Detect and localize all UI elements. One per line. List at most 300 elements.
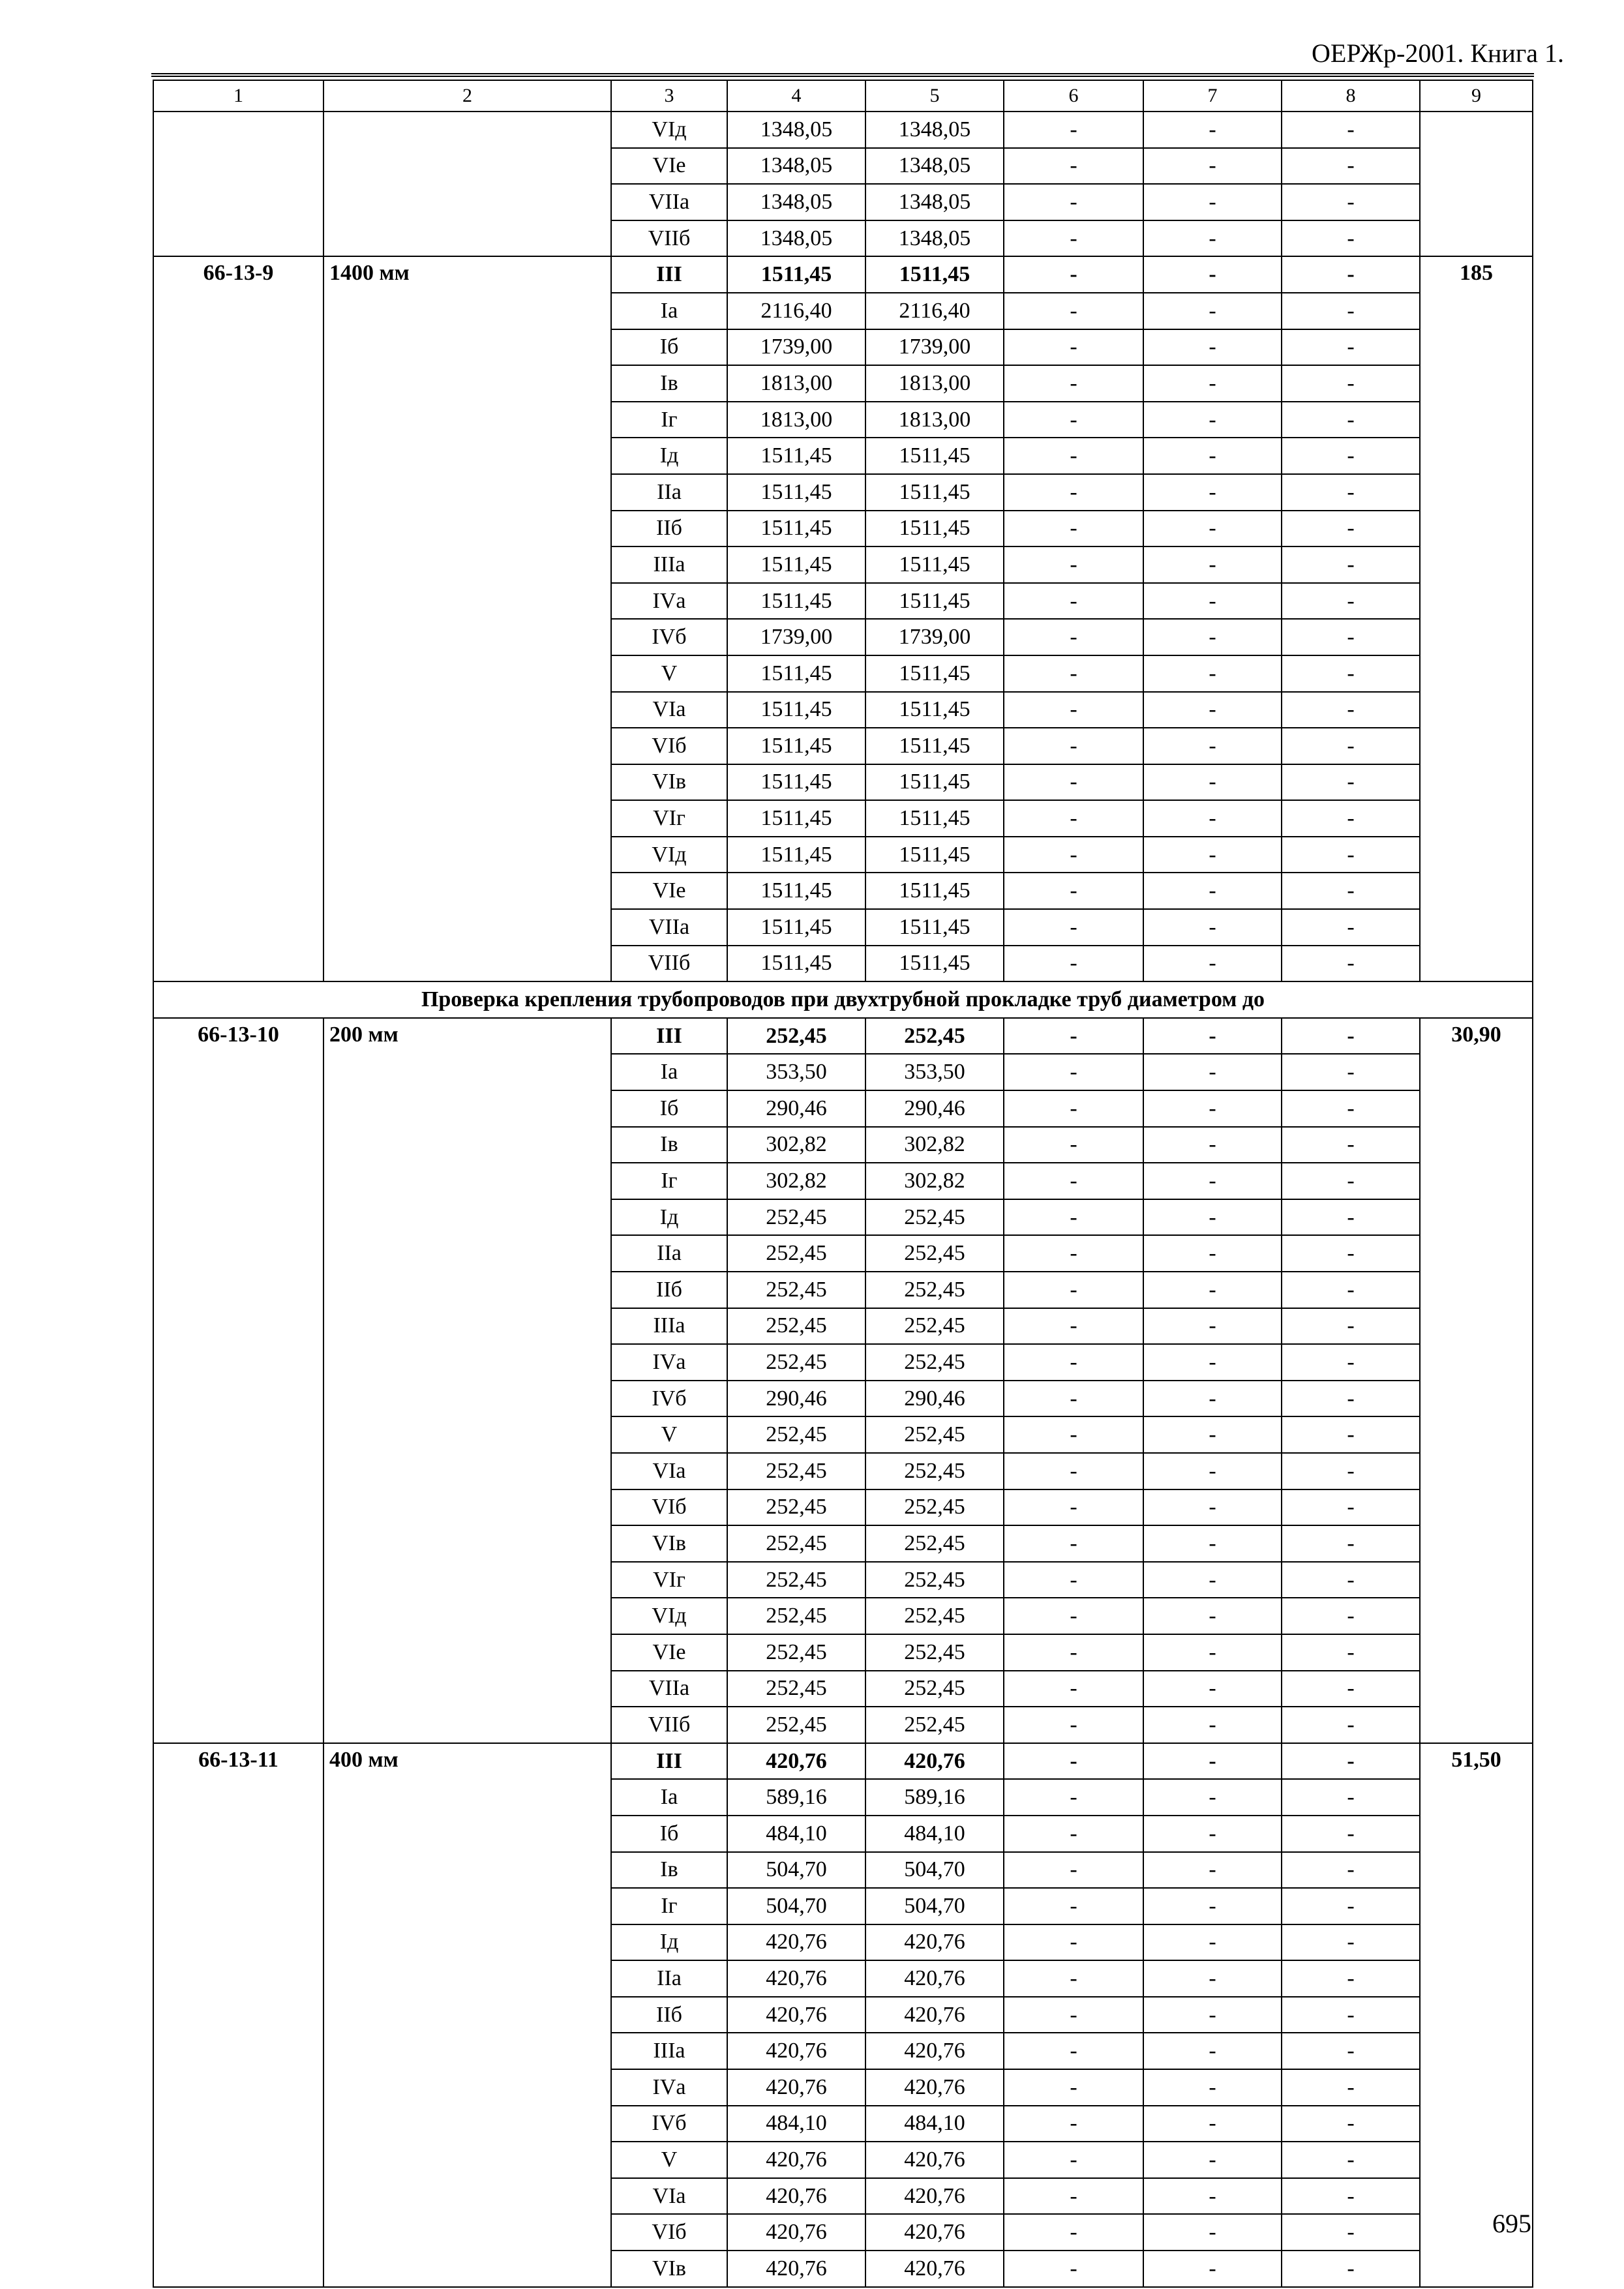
cell-col4: 1511,45 (727, 837, 865, 873)
cell-col8: - (1282, 1453, 1420, 1489)
cell-category: VIв (611, 764, 727, 801)
cell-col5: 1511,45 (865, 438, 1004, 474)
cell-col8: - (1282, 1344, 1420, 1381)
cell-category: IIIа (611, 2033, 727, 2069)
column-number: 4 (727, 80, 865, 112)
cell-col8: - (1282, 655, 1420, 692)
cell-col5: 420,76 (865, 2214, 1004, 2251)
cell-col8: - (1282, 438, 1420, 474)
cell-col8: - (1282, 365, 1420, 402)
cell-col4: 420,76 (727, 1960, 865, 1997)
cell-col8: - (1282, 1816, 1420, 1852)
cell-col5: 252,45 (865, 1671, 1004, 1707)
cell-col5: 252,45 (865, 1562, 1004, 1598)
cell-category: VIа (611, 2178, 727, 2215)
table-row (153, 1743, 1533, 1780)
cell-col7: - (1143, 2142, 1282, 2178)
cell-col5: 1511,45 (865, 764, 1004, 801)
cell-col6: - (1004, 112, 1143, 148)
cell-col8: - (1282, 837, 1420, 873)
column-number-row (153, 80, 1533, 112)
cell-col4: 252,45 (727, 1018, 865, 1055)
cell-col8: - (1282, 2142, 1420, 2178)
cell-col5: 420,76 (865, 2069, 1004, 2106)
column-number: 6 (1004, 80, 1143, 112)
cell-category: VIб (611, 1489, 727, 1526)
cell-col6: - (1004, 1235, 1143, 1272)
cell-col8: - (1282, 728, 1420, 764)
cell-col7: - (1143, 909, 1282, 946)
cell-col5: 420,76 (865, 2033, 1004, 2069)
cell-category: IIб (611, 1272, 727, 1308)
cell-col7: - (1143, 946, 1282, 982)
cell-col4: 1511,45 (727, 764, 865, 801)
cell-col6: - (1004, 728, 1143, 764)
cell-category: IVа (611, 1344, 727, 1381)
cell-col4: 290,46 (727, 1381, 865, 1417)
cell-total: 51,50 (1420, 1743, 1533, 2287)
cell-col7: - (1143, 1453, 1282, 1489)
cell-col6: - (1004, 1743, 1143, 1780)
cell-col5: 1511,45 (865, 946, 1004, 982)
cell-col8: - (1282, 2106, 1420, 2142)
cell-col4: 1813,00 (727, 402, 865, 438)
cell-col7: - (1143, 511, 1282, 547)
cell-col5: 1511,45 (865, 909, 1004, 946)
cell-col5: 420,76 (865, 1997, 1004, 2033)
cell-col7: - (1143, 1090, 1282, 1127)
cell-col5: 1348,05 (865, 148, 1004, 185)
column-number: 1 (153, 80, 323, 112)
document-header: ОЕРЖр-2001. Книга 1. (1312, 38, 1564, 68)
cell-col8: - (1282, 474, 1420, 511)
cell-col4: 1511,45 (727, 909, 865, 946)
cell-col8: - (1282, 1090, 1420, 1127)
cell-code: 66-13-11 (153, 1743, 323, 2287)
cell-col4: 252,45 (727, 1416, 865, 1453)
cell-col8: - (1282, 1199, 1420, 1236)
cell-col8: - (1282, 112, 1420, 148)
cell-col7: - (1143, 1562, 1282, 1598)
cell-code (153, 112, 323, 256)
cell-col8: - (1282, 1416, 1420, 1453)
cell-col4: 252,45 (727, 1707, 865, 1743)
cell-col5: 252,45 (865, 1272, 1004, 1308)
cell-col4: 252,45 (727, 1344, 865, 1381)
cell-category: Iб (611, 329, 727, 366)
table-body (153, 80, 1533, 2287)
cell-col6: - (1004, 329, 1143, 366)
cell-col7: - (1143, 1634, 1282, 1671)
cell-col5: 2116,40 (865, 293, 1004, 329)
cell-col8: - (1282, 1852, 1420, 1889)
cell-col5: 1511,45 (865, 655, 1004, 692)
cell-category: VIа (611, 1453, 727, 1489)
cell-category: IIа (611, 474, 727, 511)
cell-category: Iа (611, 1779, 727, 1816)
cell-category: VIв (611, 1525, 727, 1562)
cell-category: Iв (611, 365, 727, 402)
cell-col7: - (1143, 1671, 1282, 1707)
cell-category: VIIб (611, 946, 727, 982)
cell-col4: 420,76 (727, 2033, 865, 2069)
cell-col7: - (1143, 1054, 1282, 1090)
cell-col7: - (1143, 1525, 1282, 1562)
cell-col6: - (1004, 438, 1143, 474)
cell-col6: - (1004, 583, 1143, 620)
cell-col6: - (1004, 1997, 1143, 2033)
cell-col6: - (1004, 1888, 1143, 1924)
cell-col5: 1511,45 (865, 256, 1004, 293)
cell-col8: - (1282, 2214, 1420, 2251)
cell-category: VIа (611, 692, 727, 728)
cell-col4: 2116,40 (727, 293, 865, 329)
cell-col4: 252,45 (727, 1489, 865, 1526)
cell-col8: - (1282, 329, 1420, 366)
cell-col6: - (1004, 1163, 1143, 1199)
cell-col7: - (1143, 184, 1282, 220)
column-number: 5 (865, 80, 1004, 112)
cell-col4: 420,76 (727, 1924, 865, 1961)
cell-col8: - (1282, 873, 1420, 909)
cell-col5: 1739,00 (865, 619, 1004, 655)
cell-col4: 420,76 (727, 2069, 865, 2106)
cell-col6: - (1004, 800, 1143, 837)
cell-category: Iб (611, 1816, 727, 1852)
cell-col6: - (1004, 2251, 1143, 2287)
cell-col6: - (1004, 1525, 1143, 1562)
cell-col5: 290,46 (865, 1381, 1004, 1417)
cell-col6: - (1004, 1054, 1143, 1090)
cell-col6: - (1004, 1308, 1143, 1345)
cell-category: IVа (611, 583, 727, 620)
cell-col6: - (1004, 837, 1143, 873)
cell-col7: - (1143, 1779, 1282, 1816)
cell-col6: - (1004, 1127, 1143, 1163)
cell-col7: - (1143, 2251, 1282, 2287)
cell-col8: - (1282, 1018, 1420, 1055)
cell-col6: - (1004, 184, 1143, 220)
cell-col5: 252,45 (865, 1308, 1004, 1345)
cell-col5: 252,45 (865, 1199, 1004, 1236)
cell-col8: - (1282, 1671, 1420, 1707)
cell-col6: - (1004, 1489, 1143, 1526)
cell-col7: - (1143, 112, 1282, 148)
cell-col5: 1511,45 (865, 583, 1004, 620)
table-row (153, 112, 1533, 148)
cell-col6: - (1004, 946, 1143, 982)
cell-col5: 1348,05 (865, 184, 1004, 220)
cell-col7: - (1143, 764, 1282, 801)
cell-col7: - (1143, 1381, 1282, 1417)
cell-col6: - (1004, 2214, 1143, 2251)
cell-col5: 252,45 (865, 1489, 1004, 1526)
cell-col4: 1348,05 (727, 184, 865, 220)
cell-col5: 1511,45 (865, 873, 1004, 909)
cell-category: Iд (611, 1924, 727, 1961)
cell-category: IIIа (611, 1308, 727, 1345)
cell-col4: 1511,45 (727, 474, 865, 511)
cell-col6: - (1004, 1924, 1143, 1961)
cell-category: Iб (611, 1090, 727, 1127)
cell-category: Iв (611, 1127, 727, 1163)
cell-col7: - (1143, 873, 1282, 909)
cell-col7: - (1143, 583, 1282, 620)
cell-category: IIа (611, 1235, 727, 1272)
cell-col4: 302,82 (727, 1163, 865, 1199)
cell-col4: 1511,45 (727, 873, 865, 909)
cell-category: IVа (611, 2069, 727, 2106)
cell-col8: - (1282, 764, 1420, 801)
cell-col8: - (1282, 1127, 1420, 1163)
cell-col8: - (1282, 2033, 1420, 2069)
cell-col8: - (1282, 1598, 1420, 1634)
cell-col7: - (1143, 546, 1282, 583)
cell-col4: 420,76 (727, 2142, 865, 2178)
cell-col7: - (1143, 148, 1282, 185)
cell-col7: - (1143, 2106, 1282, 2142)
cell-col5: 420,76 (865, 2142, 1004, 2178)
cell-col4: 1511,45 (727, 438, 865, 474)
cell-category: IVб (611, 619, 727, 655)
cell-col8: - (1282, 1707, 1420, 1743)
cell-col8: - (1282, 800, 1420, 837)
cell-category: Iг (611, 1888, 727, 1924)
cell-name (323, 112, 611, 256)
cell-col8: - (1282, 511, 1420, 547)
cell-col7: - (1143, 1598, 1282, 1634)
cell-category: IVб (611, 1381, 727, 1417)
cell-category: VIв (611, 2251, 727, 2287)
cell-col6: - (1004, 474, 1143, 511)
cell-col5: 1739,00 (865, 329, 1004, 366)
cell-col4: 252,45 (727, 1525, 865, 1562)
cell-col4: 353,50 (727, 1054, 865, 1090)
cell-col7: - (1143, 619, 1282, 655)
cell-category: V (611, 1416, 727, 1453)
cell-col7: - (1143, 837, 1282, 873)
cell-col7: - (1143, 329, 1282, 366)
cell-col5: 1813,00 (865, 365, 1004, 402)
cell-col5: 252,45 (865, 1525, 1004, 1562)
cell-col8: - (1282, 1562, 1420, 1598)
cell-col5: 420,76 (865, 1743, 1004, 1780)
cell-col6: - (1004, 1598, 1143, 1634)
cell-category: VIе (611, 148, 727, 185)
cell-col8: - (1282, 2178, 1420, 2215)
cell-col5: 420,76 (865, 1960, 1004, 1997)
cell-col7: - (1143, 438, 1282, 474)
cell-col7: - (1143, 692, 1282, 728)
cell-category: V (611, 2142, 727, 2178)
cell-category: VIг (611, 800, 727, 837)
cell-col6: - (1004, 1272, 1143, 1308)
cell-col8: - (1282, 1272, 1420, 1308)
cell-category: Iд (611, 1199, 727, 1236)
cell-category: Iа (611, 1054, 727, 1090)
cell-col5: 504,70 (865, 1888, 1004, 1924)
cell-col5: 290,46 (865, 1090, 1004, 1127)
cell-col7: - (1143, 293, 1282, 329)
cell-col8: - (1282, 1924, 1420, 1961)
cell-category: III (611, 1018, 727, 1055)
cell-col4: 1511,45 (727, 800, 865, 837)
cell-col6: - (1004, 2106, 1143, 2142)
cell-col4: 252,45 (727, 1453, 865, 1489)
cell-col8: - (1282, 220, 1420, 257)
cell-col4: 1511,45 (727, 692, 865, 728)
cell-col5: 252,45 (865, 1416, 1004, 1453)
cell-category: VIIа (611, 909, 727, 946)
cell-col5: 420,76 (865, 2251, 1004, 2287)
cell-col8: - (1282, 1308, 1420, 1345)
cell-col8: - (1282, 546, 1420, 583)
cell-col5: 589,16 (865, 1779, 1004, 1816)
cell-col4: 1511,45 (727, 256, 865, 293)
cell-col4: 1511,45 (727, 655, 865, 692)
cell-col4: 252,45 (727, 1308, 865, 1345)
cell-col4: 504,70 (727, 1852, 865, 1889)
cell-col5: 302,82 (865, 1127, 1004, 1163)
cell-col8: - (1282, 1960, 1420, 1997)
cell-col5: 252,45 (865, 1707, 1004, 1743)
cell-col7: - (1143, 474, 1282, 511)
cell-col5: 1511,45 (865, 474, 1004, 511)
cell-category: VIIа (611, 184, 727, 220)
cell-col7: - (1143, 1924, 1282, 1961)
cell-col8: - (1282, 1163, 1420, 1199)
cell-col7: - (1143, 365, 1282, 402)
cell-col6: - (1004, 148, 1143, 185)
cell-col5: 252,45 (865, 1453, 1004, 1489)
cell-col5: 252,45 (865, 1018, 1004, 1055)
cell-category: Iв (611, 1852, 727, 1889)
cell-col6: - (1004, 1344, 1143, 1381)
cell-col6: - (1004, 1779, 1143, 1816)
cell-col7: - (1143, 1852, 1282, 1889)
cell-col5: 1511,45 (865, 800, 1004, 837)
cell-col7: - (1143, 1199, 1282, 1236)
cell-col8: - (1282, 293, 1420, 329)
cell-category: Iа (611, 293, 727, 329)
cell-col7: - (1143, 1960, 1282, 1997)
cell-col8: - (1282, 1525, 1420, 1562)
cell-col7: - (1143, 728, 1282, 764)
cell-col7: - (1143, 220, 1282, 257)
cell-col6: - (1004, 365, 1143, 402)
cell-col4: 252,45 (727, 1562, 865, 1598)
cell-col6: - (1004, 1453, 1143, 1489)
cell-col6: - (1004, 873, 1143, 909)
cell-col4: 1511,45 (727, 546, 865, 583)
rates-table (153, 80, 1533, 2288)
cell-col4: 252,45 (727, 1199, 865, 1236)
cell-category: VIе (611, 873, 727, 909)
cell-col8: - (1282, 1634, 1420, 1671)
cell-col7: - (1143, 2214, 1282, 2251)
cell-category: IIа (611, 1960, 727, 1997)
cell-col4: 1511,45 (727, 583, 865, 620)
cell-col7: - (1143, 1416, 1282, 1453)
cell-col6: - (1004, 1852, 1143, 1889)
cell-category: VIг (611, 1562, 727, 1598)
cell-col4: 252,45 (727, 1235, 865, 1272)
cell-category: VIб (611, 2214, 727, 2251)
cell-col6: - (1004, 256, 1143, 293)
cell-col7: - (1143, 2033, 1282, 2069)
cell-col8: - (1282, 619, 1420, 655)
cell-col7: - (1143, 2178, 1282, 2215)
cell-category: III (611, 1743, 727, 1780)
cell-col4: 252,45 (727, 1671, 865, 1707)
cell-col6: - (1004, 1816, 1143, 1852)
table-row (153, 1018, 1533, 1055)
cell-col4: 589,16 (727, 1779, 865, 1816)
cell-col7: - (1143, 1888, 1282, 1924)
cell-col4: 252,45 (727, 1272, 865, 1308)
cell-col6: - (1004, 655, 1143, 692)
cell-col4: 1739,00 (727, 329, 865, 366)
cell-col4: 420,76 (727, 2214, 865, 2251)
cell-category: III (611, 256, 727, 293)
cell-category: VIд (611, 112, 727, 148)
cell-col8: - (1282, 1489, 1420, 1526)
cell-col4: 252,45 (727, 1634, 865, 1671)
cell-category: IVб (611, 2106, 727, 2142)
cell-total: 185 (1420, 256, 1533, 981)
cell-code: 66-13-10 (153, 1018, 323, 1743)
page-number: 695 (1492, 2209, 1531, 2238)
cell-col4: 484,10 (727, 2106, 865, 2142)
cell-col5: 484,10 (865, 1816, 1004, 1852)
cell-col8: - (1282, 1381, 1420, 1417)
cell-col6: - (1004, 293, 1143, 329)
cell-col6: - (1004, 1960, 1143, 1997)
cell-category: VIIб (611, 1707, 727, 1743)
cell-col7: - (1143, 1272, 1282, 1308)
cell-col4: 1813,00 (727, 365, 865, 402)
cell-col5: 1813,00 (865, 402, 1004, 438)
cell-col6: - (1004, 2069, 1143, 2106)
cell-col4: 290,46 (727, 1090, 865, 1127)
cell-col4: 1348,05 (727, 112, 865, 148)
cell-col5: 1511,45 (865, 837, 1004, 873)
cell-col6: - (1004, 764, 1143, 801)
cell-col6: - (1004, 2033, 1143, 2069)
cell-col5: 484,10 (865, 2106, 1004, 2142)
cell-col8: - (1282, 1054, 1420, 1090)
cell-col7: - (1143, 1344, 1282, 1381)
cell-col8: - (1282, 946, 1420, 982)
cell-col6: - (1004, 692, 1143, 728)
cell-col5: 1511,45 (865, 511, 1004, 547)
cell-col4: 1348,05 (727, 220, 865, 257)
cell-total (1420, 112, 1533, 256)
header-rule (151, 73, 1534, 77)
cell-col7: - (1143, 1743, 1282, 1780)
cell-col7: - (1143, 1235, 1282, 1272)
cell-col4: 420,76 (727, 2178, 865, 2215)
cell-col4: 1348,05 (727, 148, 865, 185)
cell-category: VIIб (611, 220, 727, 257)
cell-col7: - (1143, 1816, 1282, 1852)
cell-category: IIб (611, 511, 727, 547)
cell-col4: 302,82 (727, 1127, 865, 1163)
cell-col7: - (1143, 1018, 1282, 1055)
cell-col6: - (1004, 1090, 1143, 1127)
cell-name: 200 мм (323, 1018, 611, 1743)
cell-col6: - (1004, 1707, 1143, 1743)
